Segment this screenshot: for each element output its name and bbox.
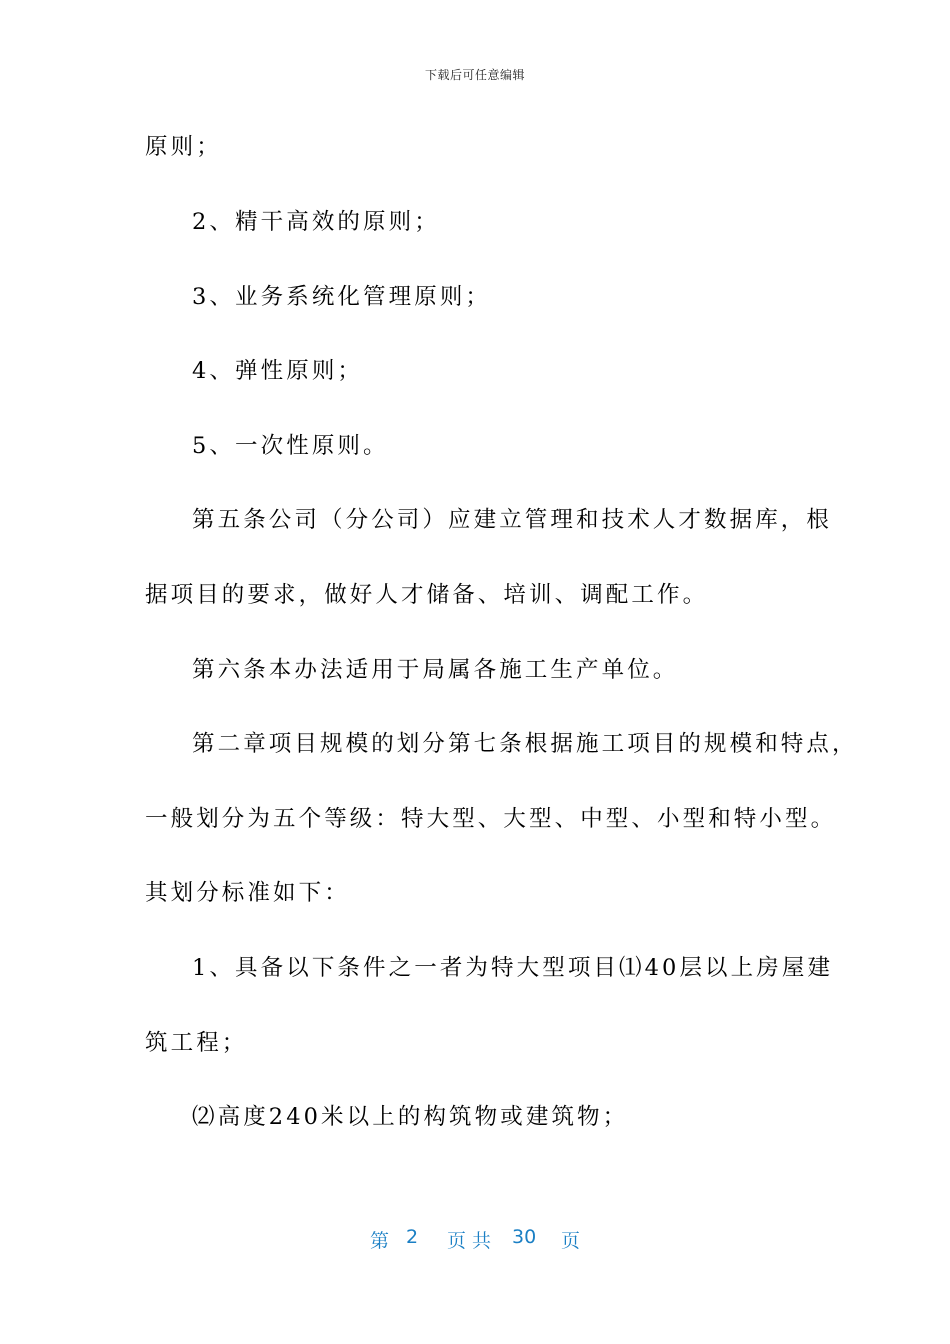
body-line: 第五条公司（分公司）应建立管理和技术人才数据库，根 — [192, 507, 833, 533]
body-line: 5、一次性原则。 — [192, 433, 389, 459]
body-line: 原则； — [145, 134, 222, 160]
body-line: 1、具备以下条件之一者为特大型项目⑴40层以上房屋建 — [192, 955, 834, 981]
body-line: 筑工程； — [145, 1030, 248, 1056]
body-line: 第二章项目规模的划分第七条根据施工项目的规模和特点， — [192, 731, 858, 757]
footer-page-number: 2 — [406, 1226, 419, 1248]
page-footer — [0, 1224, 950, 1254]
footer-total-pages: 30 — [512, 1226, 537, 1248]
body-line: 第六条本办法适用于局属各施工生产单位。 — [192, 657, 679, 683]
body-line: 2、精干高效的原则； — [192, 209, 440, 235]
body-line: 4、弹性原则； — [192, 358, 364, 384]
body-line: 一般划分为五个等级：特大型、大型、中型、小型和特小型。 — [145, 806, 837, 832]
body-line: 其划分标准如下： — [145, 880, 350, 906]
body-line: 据项目的要求，做好人才储备、培训、调配工作。 — [145, 582, 709, 608]
page-header: 下载后可任意编辑 — [424, 68, 525, 82]
body-line: ⑵高度240米以上的构筑物或建筑物； — [192, 1104, 629, 1130]
footer-middle: 页 共 — [447, 1230, 492, 1252]
footer-prefix: 第 — [370, 1230, 390, 1252]
footer-suffix: 页 — [561, 1230, 581, 1252]
body-line: 3、业务系统化管理原则； — [192, 284, 492, 310]
